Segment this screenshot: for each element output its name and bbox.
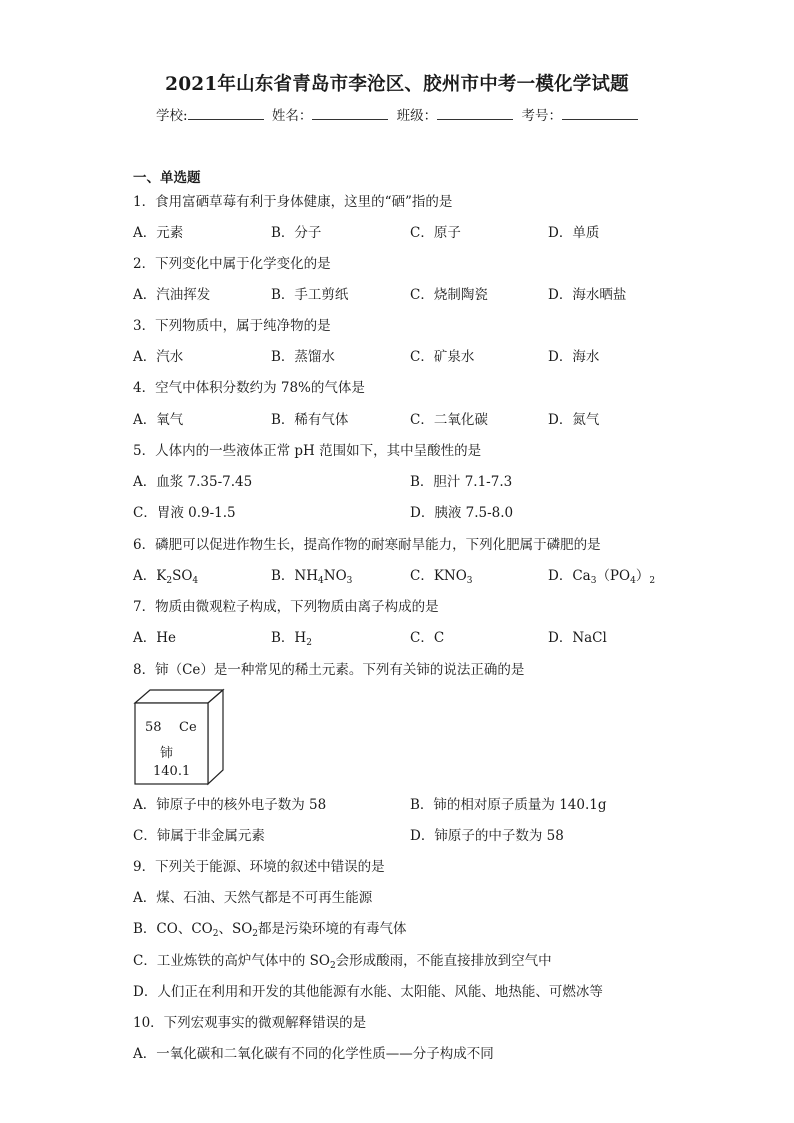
question-5-option-c[interactable]: C．胃液 0.9-1.5 [133,505,236,521]
subscript: 2 [649,576,656,586]
subscript: 3 [346,576,353,586]
question-9-option-b[interactable] [133,920,407,938]
question-6-option-c[interactable] [410,567,473,585]
question-1-option-c[interactable]: C．原子 [410,225,461,241]
question-2-option-b[interactable]: B．手工剪纸 [271,287,349,303]
question-3-option-a[interactable]: A．汽水 [133,349,184,365]
subscript: 3 [466,576,473,586]
question-5-option-d[interactable]: D．胰液 7.5-8.0 [410,505,514,521]
element-atomic-mass: 140.1 [153,764,191,779]
question-8-stem: 8．铈（Ce）是一种常见的稀土元素。下列有关铈的说法正确的是 [133,662,525,678]
school-field[interactable] [156,104,264,124]
student-info-row [0,104,794,124]
subscript: 3 [590,576,597,586]
formula-text: SO [172,568,193,584]
formula-text: C．工业炼铁的高炉气体中的 SO [133,953,330,969]
formula-text: D．Ca [548,568,591,584]
question-5-option-a[interactable]: A．血浆 7.35-7.45 [133,474,253,490]
formula-text: ） [635,568,650,584]
question-6-option-b[interactable] [271,567,352,585]
question-5-option-b[interactable]: B．胆汁 7.1-7.3 [410,474,513,490]
element-atomic-number: 58 [145,720,162,735]
formula-text: 、SO [218,921,253,937]
class-label: 班级： [396,108,438,124]
question-7-option-b[interactable] [271,629,312,647]
question-4-option-b[interactable]: B．稀有气体 [271,412,349,428]
subscript: 2 [166,576,173,586]
question-7-stem: 7．物质由微观粒子构成，下列物质由离子构成的是 [133,599,439,615]
section-title: 一、单选题 [133,170,201,186]
question-8-option-d[interactable]: D．铈原子的中子数为 58 [410,828,564,844]
question-6-option-a[interactable] [133,567,198,585]
question-4-option-c[interactable]: C．二氧化碳 [410,412,488,428]
subscript: 4 [318,576,324,586]
exam-number-label: 考号： [521,108,562,124]
question-5-stem: 5．人体内的一些液体正常 pH 范围如下，其中呈酸性的是 [133,443,482,459]
name-field[interactable] [272,104,389,124]
question-4-stem: 4．空气中体积分数约为 78%的气体是 [133,380,365,396]
question-7-option-d[interactable]: D．NaCl [548,630,607,646]
formula-text: C．KNO [410,568,467,584]
question-9-option-a[interactable]: A．煤、石油、天然气都是不可再生能源 [133,890,373,906]
subscript: 4 [192,576,199,586]
exam-number-blank[interactable] [562,106,638,120]
class-field[interactable] [397,104,514,124]
exam-number-field[interactable] [521,104,638,124]
formula-text: NO [323,568,347,584]
formula-text: B．CO、CO [133,921,213,937]
subscript: 2 [212,929,219,939]
question-3-option-c[interactable]: C．矿泉水 [410,349,475,365]
question-6-stem: 6．磷肥可以促进作物生长，提高作物的耐寒耐旱能力，下列化肥属于磷肥的是 [133,537,601,553]
name-label: 姓名： [271,108,313,124]
element-symbol: Ce [179,720,197,735]
subscript: 2 [329,961,336,971]
name-blank[interactable] [312,106,388,120]
question-6-option-d[interactable] [548,567,655,585]
formula-text: 都是污染环境的有毒气体 [258,921,407,937]
question-8-option-c[interactable]: C．铈属于非金属元素 [133,828,265,844]
question-1-option-b[interactable]: B．分子 [271,225,322,241]
formula-text: B．NH [271,568,319,584]
question-3-option-d[interactable]: D．海水 [548,349,600,365]
question-8-option-b[interactable]: B．铈的相对原子质量为 140.1g [410,797,607,813]
element-card-figure [133,688,225,786]
question-4-option-d[interactable]: D．氮气 [548,412,600,428]
exam-title: 2021年山东省青岛市李沧区、胶州市中考一模化学试题 [165,74,629,95]
question-2-stem: 2．下列变化中属于化学变化的是 [133,256,331,272]
question-2-option-a[interactable]: A．汽油挥发 [133,287,211,303]
question-9-option-c[interactable] [133,952,552,970]
formula-text: B．H [271,630,307,646]
formula-text: A．K [133,568,167,584]
subscript: 2 [306,638,312,648]
question-7-option-a[interactable]: A．He [133,630,177,646]
school-label: 学校: [156,108,188,124]
element-name: 铈 [160,746,174,761]
question-8-option-a[interactable]: A．铈原子中的核外电子数为 58 [133,797,327,813]
class-blank[interactable] [437,106,513,120]
question-7-option-c[interactable]: C．C [410,630,445,646]
question-9-option-d[interactable]: D．人们正在利用和开发的其他能源有水能、太阳能、风能、地热能、可燃冰等 [133,984,603,1000]
subscript: 2 [252,929,259,939]
question-10-option-a[interactable]: A．一氧化碳和二氧化碳有不同的化学性质——分子构成不同 [133,1046,494,1062]
formula-text: （PO [596,568,631,584]
question-3-option-b[interactable]: B．蒸馏水 [271,349,335,365]
question-10-stem: 10．下列宏观事实的微观解释错误的是 [133,1015,367,1031]
question-2-option-c[interactable]: C．烧制陶瓷 [410,287,488,303]
question-3-stem: 3．下列物质中，属于纯净物的是 [133,318,331,334]
question-9-stem: 9．下列关于能源、环境的叙述中错误的是 [133,859,385,875]
subscript: 4 [630,576,636,586]
school-blank[interactable] [188,106,264,120]
formula-text: 会形成酸雨，不能直接排放到空气中 [335,953,552,969]
question-4-option-a[interactable]: A．氧气 [133,412,184,428]
question-1-option-d[interactable]: D．单质 [548,225,600,241]
question-2-option-d[interactable]: D．海水晒盐 [548,287,627,303]
question-1-stem: 1．食用富硒草莓有利于身体健康，这里的“硒”指的是 [133,194,453,210]
question-1-option-a[interactable]: A．元素 [133,225,184,241]
